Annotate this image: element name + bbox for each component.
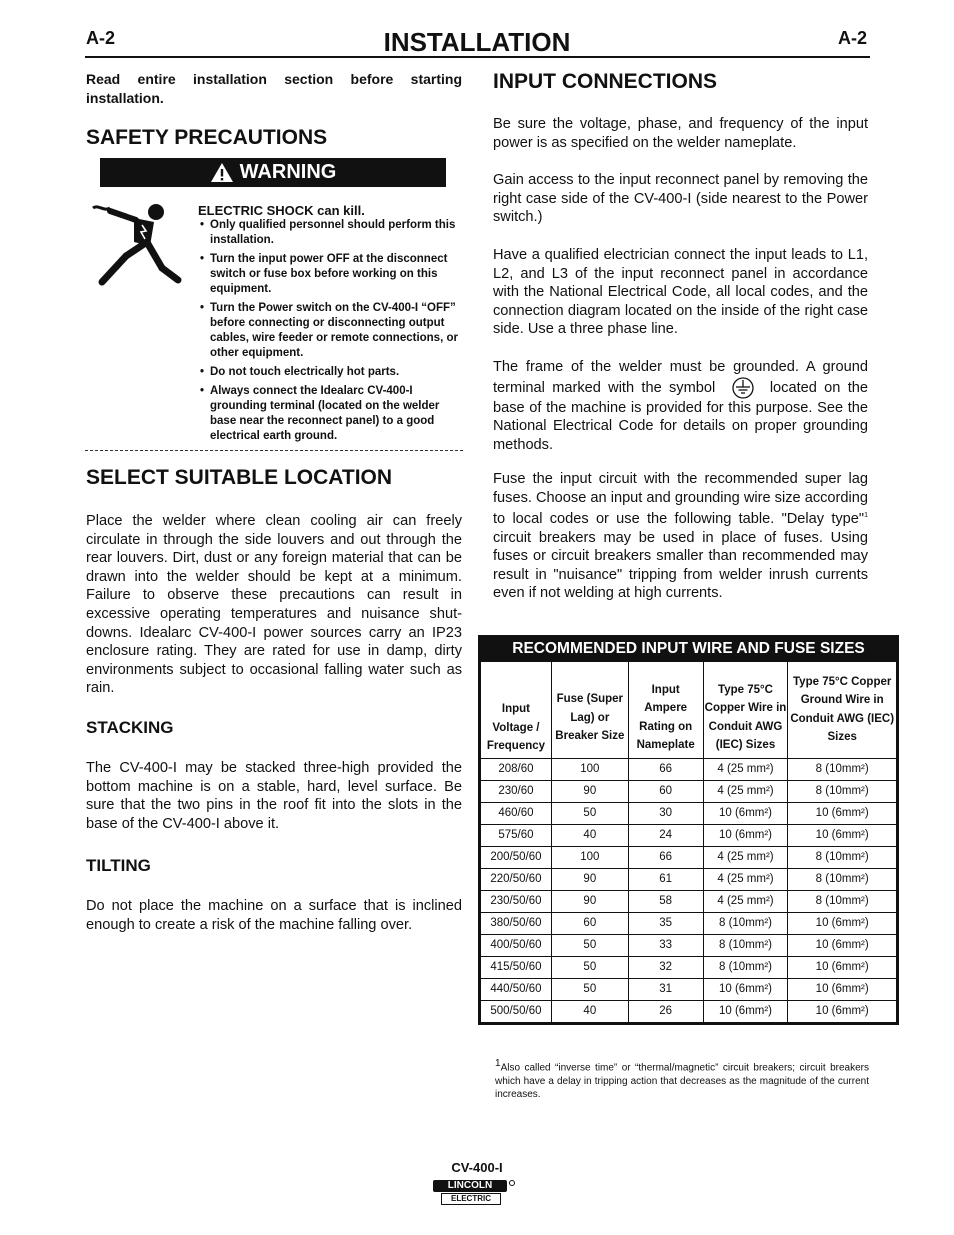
footnote-marker: 1 xyxy=(495,1058,501,1069)
table-cell: 400/50/60 xyxy=(481,934,552,956)
table-title: RECOMMENDED INPUT WIRE AND FUSE SIZES xyxy=(480,637,897,661)
table-row xyxy=(481,956,897,978)
table-cell: 440/50/60 xyxy=(481,978,552,1000)
table-cell: 380/50/60 xyxy=(481,912,552,934)
table-cell: 10 (6mm²) xyxy=(788,824,897,846)
table-cell: 40 xyxy=(551,1000,628,1022)
table-cell: 35 xyxy=(628,912,703,934)
input-paragraph-5 xyxy=(493,470,868,603)
table-cell: 230/60 xyxy=(481,780,552,802)
table-cell: 90 xyxy=(551,780,628,802)
input-paragraph-1: Be sure the voltage, phase, and frequency of the input power is as specified on the welder nameplate. xyxy=(493,116,868,151)
page-title: INSTALLATION xyxy=(383,27,571,57)
table-cell: 208/60 xyxy=(481,758,552,780)
table-cell: 10 (6mm²) xyxy=(703,978,788,1000)
table-cell: 10 (6mm²) xyxy=(788,956,897,978)
table-cell: 200/50/60 xyxy=(481,846,552,868)
page-number-left: A-2 xyxy=(86,28,116,48)
table-cell: 8 (10mm²) xyxy=(788,780,897,802)
table-cell: 230/50/60 xyxy=(481,890,552,912)
stacking-text: The CV-400-I may be stacked three-high provided the bottom machine is on a stable, hard, level surface. Be sure that the two pins in the roof fit into the slots in the base of the CV-400-I above it. xyxy=(86,760,462,832)
table-cell: 90 xyxy=(551,890,628,912)
footnote-ref: 1 xyxy=(864,512,868,520)
table-cell: 4 (25 mm²) xyxy=(703,868,788,890)
table-cell: 50 xyxy=(551,802,628,824)
table-cell: 10 (6mm²) xyxy=(703,802,788,824)
input-paragraph-2: Gain access to the input reconnect panel by removing the right case side of the CV-400-I (side nearest to the Power switch.) xyxy=(493,172,868,226)
table-body xyxy=(481,758,897,1022)
table-cell: 10 (6mm²) xyxy=(788,912,897,934)
table-cell: 58 xyxy=(628,890,703,912)
table-row xyxy=(481,912,897,934)
shock-bullet: • Turn the input power OFF at the disconnect switch or fuse box before working on this equipment. xyxy=(198,252,464,297)
table-cell: 31 xyxy=(628,978,703,1000)
wire-fuse-table xyxy=(478,635,899,1025)
lincoln-electric-logo xyxy=(433,1180,513,1204)
table-cell: 50 xyxy=(551,956,628,978)
header-rule xyxy=(85,56,870,58)
shock-bullet-list xyxy=(198,218,464,444)
table-cell: 8 (10mm²) xyxy=(788,890,897,912)
table-cell: 460/60 xyxy=(481,802,552,824)
table-cell: 10 (6mm²) xyxy=(788,802,897,824)
table-cell: 8 (10mm²) xyxy=(788,846,897,868)
warning-label: WARNING xyxy=(239,161,337,183)
warning-banner xyxy=(100,158,446,187)
table-cell: 40 xyxy=(551,824,628,846)
warning-triangle-icon xyxy=(210,162,234,183)
registered-mark-icon xyxy=(509,1180,515,1186)
table-cell: 220/50/60 xyxy=(481,868,552,890)
table-header-row xyxy=(481,662,897,759)
table-cell: 61 xyxy=(628,868,703,890)
location-text: Place the welder where clean cooling air can freely circulate in through the side louvers and out through the rear louvers. Dirt, dust or any foreign material that can be drawn into the welder should be kept at a minimum. Failure to observe these precautions can result in excessive operating temperatures and nuisance shut-downs. Idealarc CV-400-I power sources carry an IP23 enclosure rating. They are rated for use in damp, dirty environments subject to occasional falling water such as rain. xyxy=(86,513,462,697)
stacking-heading: STACKING xyxy=(86,718,174,737)
input-heading: INPUT CONNECTIONS xyxy=(493,70,718,93)
table-cell: 8 (10mm²) xyxy=(788,758,897,780)
table-cell: 4 (25 mm²) xyxy=(703,846,788,868)
electric-shock-warning xyxy=(198,203,464,448)
location-heading: SELECT SUITABLE LOCATION xyxy=(86,466,393,489)
table-cell: 10 (6mm²) xyxy=(703,824,788,846)
shock-title: ELECTRIC SHOCK can kill. xyxy=(198,203,365,218)
table-cell: 8 (10mm²) xyxy=(703,912,788,934)
table-row xyxy=(481,934,897,956)
table-row xyxy=(481,890,897,912)
shock-bullet: • Only qualified personnel should perform this installation. xyxy=(198,218,464,248)
table-cell: 415/50/60 xyxy=(481,956,552,978)
input-paragraph-3: Have a qualified electrician connect the input leads to L1, L2, and L3 of the input reconnect panel in accordance with the National Electrical Code, all local codes, and the connection diagram located on the inside of the right case side. Use a three phase line. xyxy=(493,247,868,338)
table-cell: 4 (25 mm²) xyxy=(703,780,788,802)
table-cell: 33 xyxy=(628,934,703,956)
logo-top: LINCOLN xyxy=(433,1180,507,1192)
fuse-text-b: circuit breakers may be used in place of fuses. Using fuses or circuit breakers smaller than recommended may result in "nuisance" tripping from welder inrush currents even if not welding at high currents. xyxy=(493,529,868,602)
table-cell: 100 xyxy=(551,846,628,868)
table-cell: 90 xyxy=(551,868,628,890)
shock-bullet: • Always connect the Idealarc CV-400-I grounding terminal (located on the welder base near the reconnect panel) to a good electrical earth ground. xyxy=(198,384,464,444)
column-header: Type 75°C Copper Ground Wire in Conduit AWG (IEC) Sizes xyxy=(788,662,897,759)
ground-text-a: The frame of the welder must be grounded. A ground terminal marked with the symbol xyxy=(493,359,868,396)
table-cell: 30 xyxy=(628,802,703,824)
table-cell: 10 (6mm²) xyxy=(788,1000,897,1022)
table-row xyxy=(481,758,897,780)
tilting-heading: TILTING xyxy=(86,856,151,875)
table-row xyxy=(481,802,897,824)
footnote xyxy=(495,1057,869,1102)
model-number: CV-400-I xyxy=(451,1160,503,1175)
table-cell: 50 xyxy=(551,978,628,1000)
shock-bullet: • Do not touch electrically hot parts. xyxy=(198,365,464,380)
table-cell: 10 (6mm²) xyxy=(788,978,897,1000)
table-cell: 66 xyxy=(628,846,703,868)
logo-bottom: ELECTRIC xyxy=(441,1193,501,1205)
table-cell: 10 (6mm²) xyxy=(703,1000,788,1022)
ground-symbol-icon xyxy=(731,377,755,399)
table-cell: 66 xyxy=(628,758,703,780)
page-number-right: A-2 xyxy=(838,28,868,48)
table-cell: 60 xyxy=(551,912,628,934)
table-cell: 24 xyxy=(628,824,703,846)
table-cell: 32 xyxy=(628,956,703,978)
ground-text-b: located on the base of the machine is provided for this purpose. See the National Electrical Code for details on proper grounding methods. xyxy=(493,379,868,453)
table-cell: 50 xyxy=(551,934,628,956)
table-cell: 8 (10mm²) xyxy=(703,956,788,978)
section-divider xyxy=(85,450,463,451)
column-header: Type 75°C Copper Wire in Conduit AWG (IEC) Sizes xyxy=(703,662,788,759)
table-cell: 4 (25 mm²) xyxy=(703,758,788,780)
table-row xyxy=(481,824,897,846)
table-cell: 575/60 xyxy=(481,824,552,846)
column-header: Input Voltage / Frequency xyxy=(481,662,552,759)
footnote-text: Also called “inverse time” or “thermal/magnetic” circuit breakers; circuit breakers which have a delay in tripping action that decreases as the magnitude of the current increases. xyxy=(495,1062,869,1101)
column-header: Fuse (Super Lag) or Breaker Size xyxy=(551,662,628,759)
table-row xyxy=(481,978,897,1000)
safety-heading: SAFETY PRECAUTIONS xyxy=(86,126,328,149)
table-row xyxy=(481,780,897,802)
column-header: Input Ampere Rating on Nameplate xyxy=(628,662,703,759)
table-row xyxy=(481,846,897,868)
table-cell: 60 xyxy=(628,780,703,802)
table-cell: 500/50/60 xyxy=(481,1000,552,1022)
table-cell: 26 xyxy=(628,1000,703,1022)
table-cell: 8 (10mm²) xyxy=(703,934,788,956)
table-cell: 10 (6mm²) xyxy=(788,934,897,956)
tilting-text: Do not place the machine on a surface that is inclined enough to create a risk of the machine falling over. xyxy=(86,898,462,933)
table-row xyxy=(481,868,897,890)
input-paragraph-4 xyxy=(493,358,868,454)
table-cell: 8 (10mm²) xyxy=(788,868,897,890)
table-row xyxy=(481,1000,897,1022)
table-cell: 100 xyxy=(551,758,628,780)
table-cell: 4 (25 mm²) xyxy=(703,890,788,912)
intro-note: Read entire installation section before starting installation. xyxy=(86,71,462,106)
fuse-text-a: Fuse the input circuit with the recommended super lag fuses. Choose an input and grounding wire size according to local codes or use the following table. "Delay type" xyxy=(493,471,868,528)
electric-shock-icon xyxy=(90,198,190,288)
shock-bullet: • Turn the Power switch on the CV-400-I “OFF” before connecting or disconnecting output cables, wire feeder or remote connections, or other equipment. xyxy=(198,301,464,361)
